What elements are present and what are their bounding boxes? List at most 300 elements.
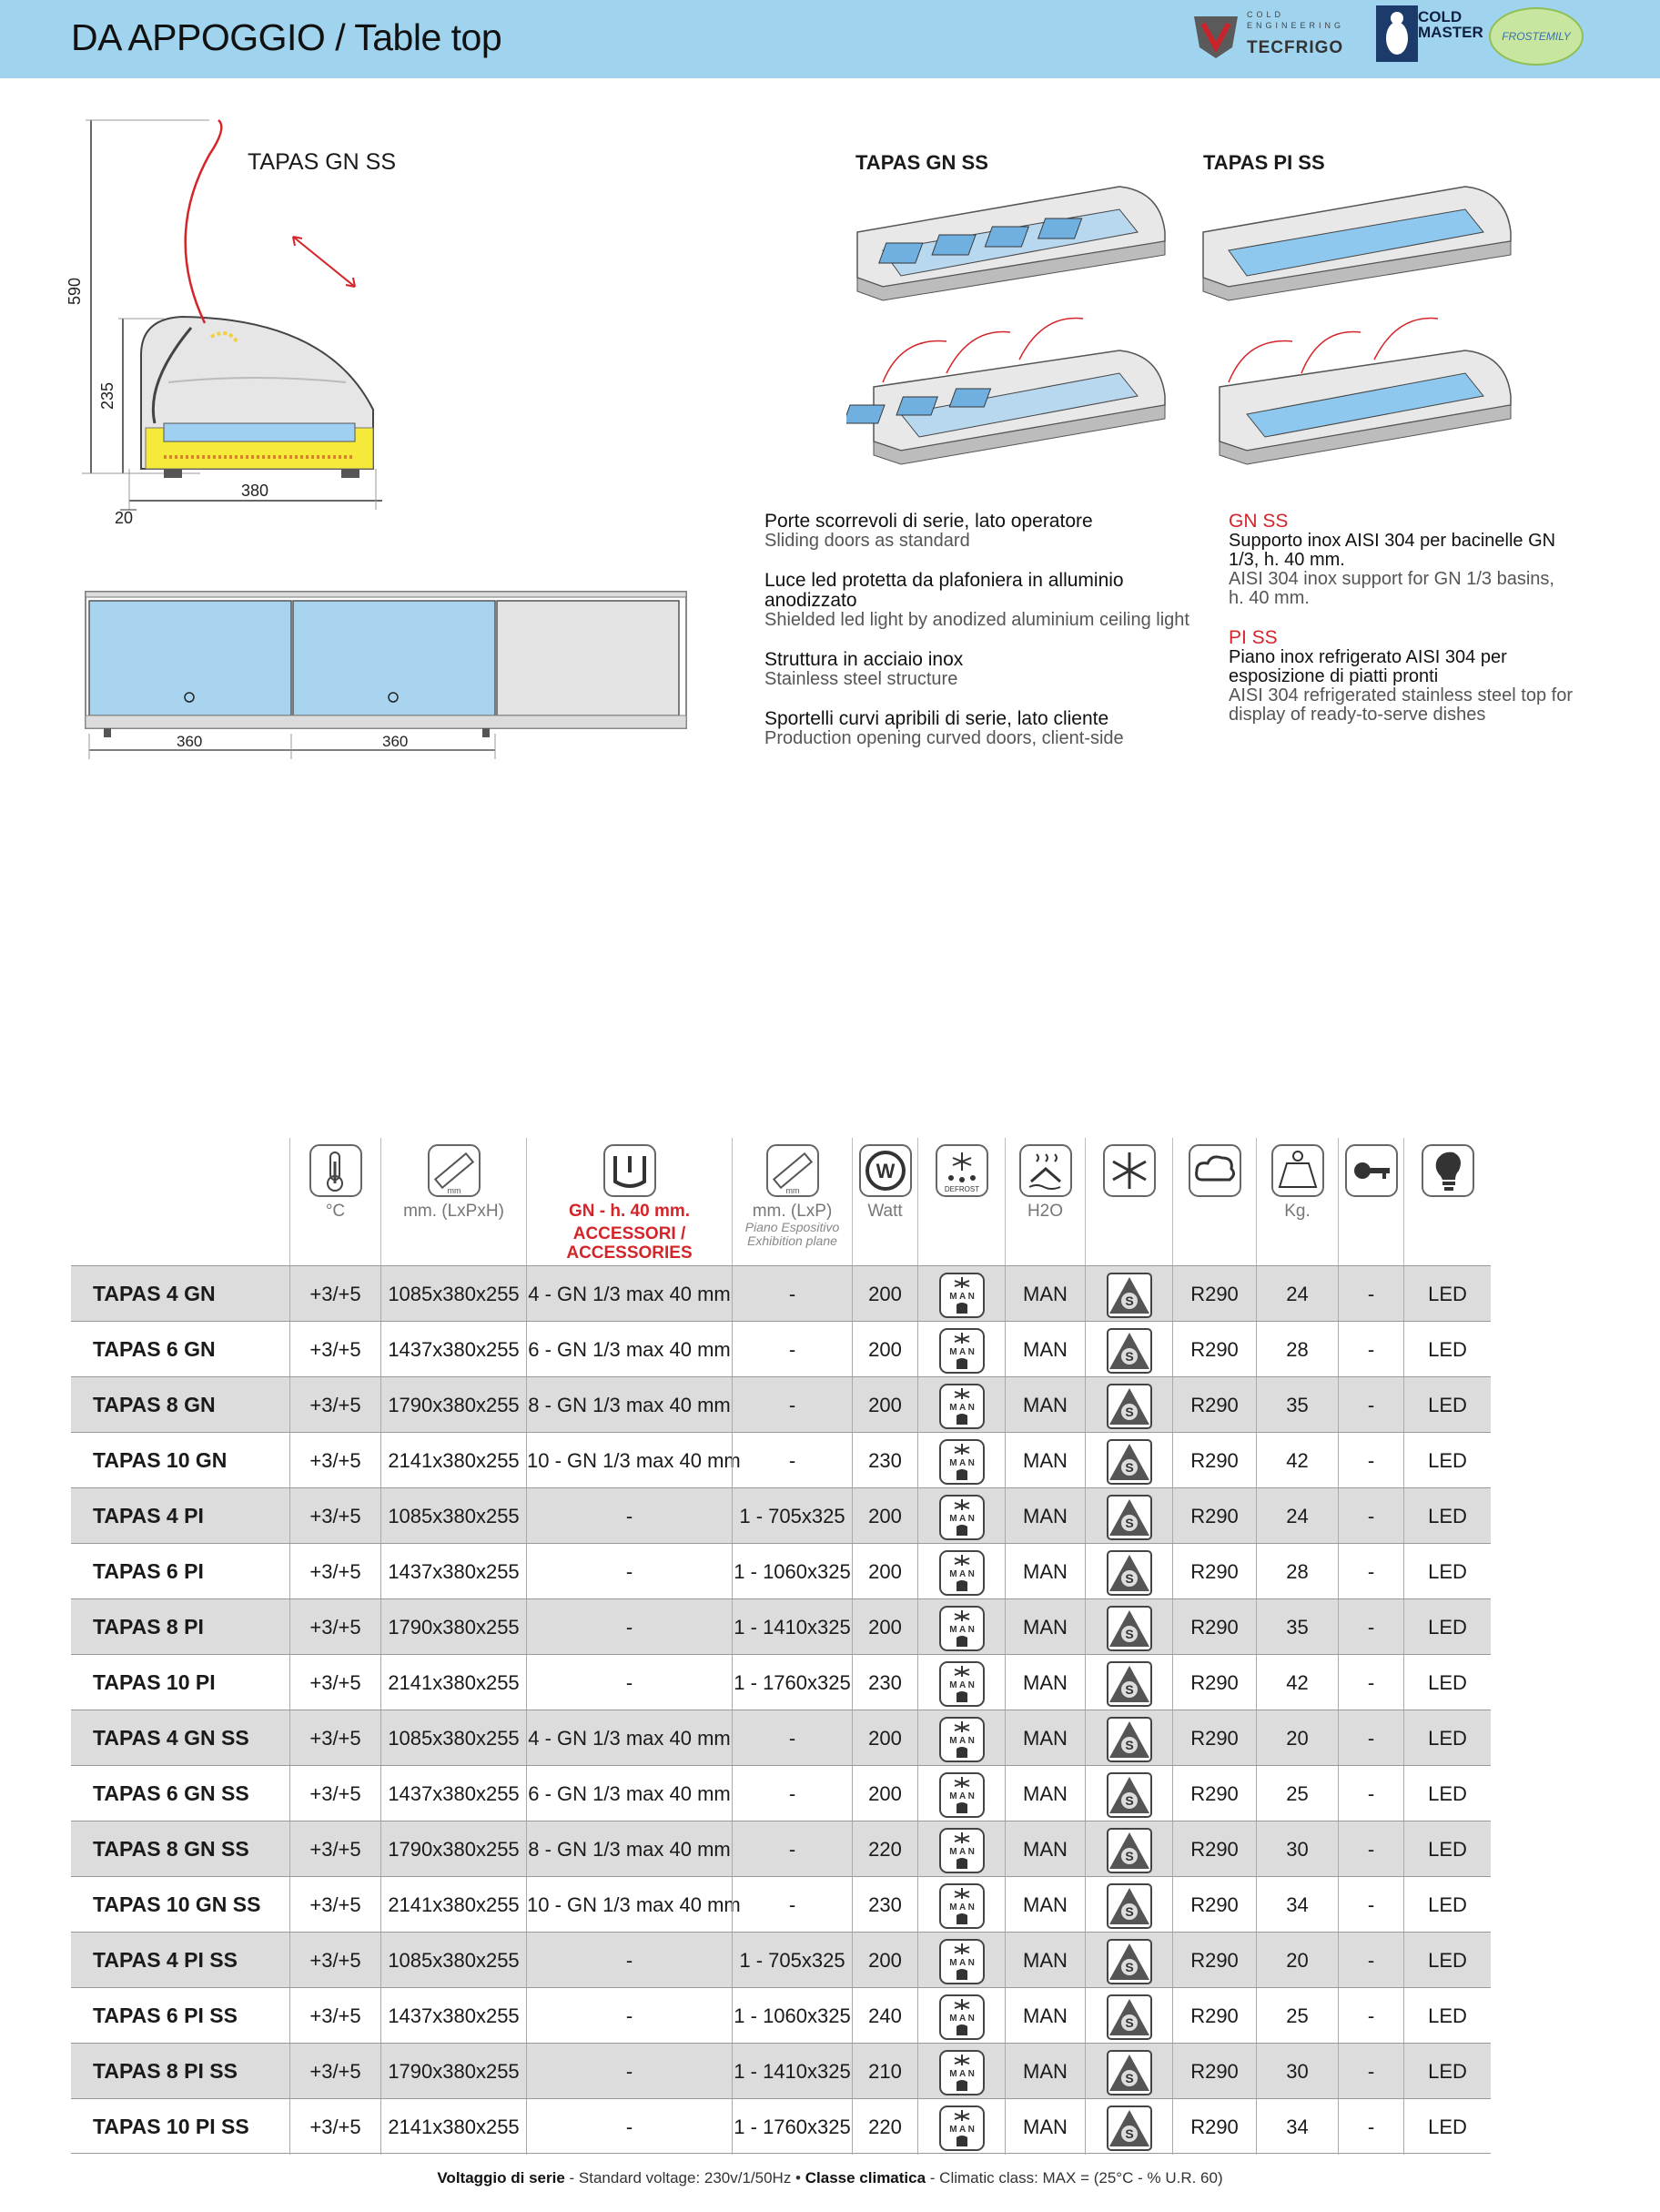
cell-name: TAPAS 4 GN [93, 1282, 216, 1305]
svg-text:S: S [1124, 1349, 1134, 1365]
svg-text:S: S [1124, 2126, 1134, 2142]
cell-dims: 1085x380x255 [380, 1710, 526, 1766]
cell-dims: 2141x380x255 [380, 2099, 526, 2155]
cell-gas: R290 [1172, 1433, 1256, 1488]
cell-temp: +3/+5 [289, 1599, 380, 1655]
defrost-man-icon [917, 1655, 1005, 1710]
cell-light: LED [1403, 1877, 1491, 1933]
cell-light: LED [1403, 1821, 1491, 1877]
svg-text:W: W [876, 1160, 895, 1182]
cell-water: MAN [1005, 1710, 1085, 1766]
cell-watt: 200 [852, 1599, 917, 1655]
cell-plane: 1 - 1410x325 [732, 2044, 852, 2099]
cell-temp: +3/+5 [289, 2044, 380, 2099]
cell-dims: 1790x380x255 [380, 1821, 526, 1877]
header-plane [732, 1138, 852, 1265]
cell-temp: +3/+5 [289, 1433, 380, 1488]
feature-item [764, 512, 1220, 551]
cell-light: LED [1403, 1988, 1491, 2044]
cell-lock: - [1338, 1488, 1403, 1544]
coldmaster-logo [1376, 5, 1483, 67]
cell-lock: - [1338, 1766, 1403, 1821]
cell-kg: 30 [1256, 2044, 1338, 2099]
penguin-icon [1376, 5, 1418, 62]
defrost-man-icon [917, 1877, 1005, 1933]
cell-gas: R290 [1172, 1877, 1256, 1933]
svg-text:M A N: M A N [948, 1958, 975, 1969]
footnote-voltage-label: Voltaggio di serie [437, 2169, 565, 2187]
cell-light: LED [1403, 1488, 1491, 1544]
static-class-icon [1085, 1766, 1172, 1821]
lightbulb-icon [1421, 1143, 1475, 1198]
table-row [71, 1376, 1491, 1432]
cell-watt: 230 [852, 1877, 917, 1933]
static-class-icon [1085, 1821, 1172, 1877]
cell-gas: R290 [1172, 1377, 1256, 1433]
dim-depth: 380 [241, 482, 269, 500]
cell-lock: - [1338, 2099, 1403, 2155]
cell-gn: - [526, 1488, 732, 1544]
cell-plane: - [732, 1877, 852, 1933]
cell-dims: 1437x380x255 [380, 1544, 526, 1599]
cell-lock: - [1338, 1599, 1403, 1655]
cell-water: MAN [1005, 1988, 1085, 2044]
header-kg-label: Kg. [1284, 1202, 1311, 1221]
svg-text:M A N: M A N [948, 1736, 975, 1747]
defrost-icon [935, 1143, 989, 1198]
cell-watt: 200 [852, 1933, 917, 1988]
cell-kg: 28 [1256, 1544, 1338, 1599]
header-defrost [917, 1138, 1005, 1265]
defrost-man-icon [917, 1933, 1005, 1988]
header-water-label: H2O [1027, 1202, 1064, 1221]
static-class-icon [1085, 1322, 1172, 1377]
variant-it: Supporto inox AISI 304 per bacinelle GN 1/3, h. 40 mm. [1229, 531, 1556, 570]
gn-ss-product-illustration [846, 178, 1174, 487]
cell-name: TAPAS 6 GN SS [93, 1781, 249, 1805]
cell-watt: 200 [852, 1766, 917, 1821]
cell-name: TAPAS 4 PI [93, 1504, 204, 1527]
table-row [71, 1487, 1491, 1543]
svg-text:S: S [1124, 1960, 1134, 1975]
svg-text:M A N: M A N [948, 1680, 975, 1691]
svg-text:M A N: M A N [948, 1903, 975, 1913]
cell-gn: - [526, 1655, 732, 1710]
cell-water: MAN [1005, 1266, 1085, 1322]
feature-it: Luce led protetta da plafoniera in alluminio anodizzato [764, 570, 1124, 611]
key-icon [1344, 1143, 1399, 1198]
cell-temp: +3/+5 [289, 1322, 380, 1377]
cell-name: TAPAS 10 GN SS [93, 1892, 261, 1916]
cell-lock: - [1338, 2044, 1403, 2099]
static-class-icon [1085, 1933, 1172, 1988]
svg-text:M A N: M A N [948, 1847, 975, 1858]
cell-kg: 35 [1256, 1599, 1338, 1655]
svg-text:S: S [1124, 1738, 1134, 1753]
variant-code: GN SS [1229, 511, 1289, 532]
cell-name: TAPAS 4 GN SS [93, 1726, 249, 1750]
svg-text:S: S [1124, 1516, 1134, 1531]
cell-gas: R290 [1172, 1655, 1256, 1710]
table-row [71, 2043, 1491, 2098]
cell-plane: 1 - 1060x325 [732, 1988, 852, 2044]
cell-gn: 4 - GN 1/3 max 40 mm [526, 1710, 732, 1766]
header-gn-label2: ACCESSORI / ACCESSORIES [566, 1224, 693, 1263]
svg-text:S: S [1124, 1571, 1134, 1587]
table-body [71, 1265, 1491, 2154]
cell-light: LED [1403, 1933, 1491, 1988]
cell-kg: 35 [1256, 1377, 1338, 1433]
cell-gas: R290 [1172, 1544, 1256, 1599]
static-class-icon [1085, 1377, 1172, 1433]
cell-light: LED [1403, 1599, 1491, 1655]
cell-dims: 2141x380x255 [380, 1877, 526, 1933]
cell-water: MAN [1005, 1821, 1085, 1877]
cell-name: TAPAS 4 PI SS [93, 1948, 238, 1972]
watt-icon [858, 1143, 913, 1198]
svg-text:S: S [1124, 1793, 1134, 1809]
svg-text:S: S [1124, 2071, 1134, 2086]
cell-gas: R290 [1172, 1988, 1256, 2044]
cell-watt: 200 [852, 1544, 917, 1599]
cell-water: MAN [1005, 1433, 1085, 1488]
table-row [71, 1432, 1491, 1487]
cell-kg: 42 [1256, 1655, 1338, 1710]
static-class-icon [1085, 1433, 1172, 1488]
feature-item [764, 709, 1220, 748]
cell-plane: - [732, 1710, 852, 1766]
cell-plane: - [732, 1433, 852, 1488]
cell-plane: 1 - 1760x325 [732, 1655, 852, 1710]
cell-kg: 34 [1256, 2099, 1338, 2155]
cell-water: MAN [1005, 1322, 1085, 1377]
side-view-diagram [55, 109, 455, 537]
svg-text:M A N: M A N [948, 1458, 975, 1469]
static-class-icon [1085, 1710, 1172, 1766]
side-view-label: TAPAS GN SS [248, 149, 397, 175]
cell-gn: 8 - GN 1/3 max 40 mm [526, 1821, 732, 1877]
cell-temp: +3/+5 [289, 1821, 380, 1877]
cell-plane: 1 - 1060x325 [732, 1544, 852, 1599]
cell-temp: +3/+5 [289, 1544, 380, 1599]
cell-gas: R290 [1172, 1766, 1256, 1821]
svg-text:M A N: M A N [948, 1347, 975, 1358]
cell-gn: - [526, 1933, 732, 1988]
cell-temp: +3/+5 [289, 1766, 380, 1821]
svg-text:M A N: M A N [948, 2125, 975, 2136]
variant-pi [1229, 628, 1574, 725]
defrost-man-icon [917, 1266, 1005, 1322]
cell-lock: - [1338, 1544, 1403, 1599]
cell-light: LED [1403, 1544, 1491, 1599]
static-class-icon [1085, 1488, 1172, 1544]
table-row [71, 1321, 1491, 1376]
dim-right: 360 [382, 733, 409, 750]
feature-item [764, 650, 1220, 689]
cell-kg: 24 [1256, 1266, 1338, 1322]
defrost-man-icon [917, 1599, 1005, 1655]
cell-lock: - [1338, 1710, 1403, 1766]
cell-watt: 240 [852, 1988, 917, 2044]
dim-height-total: 590 [66, 277, 84, 305]
cell-light: LED [1403, 1322, 1491, 1377]
cell-kg: 25 [1256, 1766, 1338, 1821]
defrost-man-icon [917, 1322, 1005, 1377]
header-water [1005, 1138, 1085, 1265]
feature-en: Production opening curved doors, client-side [764, 728, 1124, 748]
cell-plane: 1 - 1410x325 [732, 1599, 852, 1655]
header-model [71, 1138, 289, 1265]
cell-name: TAPAS 10 GN [93, 1448, 228, 1472]
tecfrigo-tagline: COLD ENGINEERING [1247, 10, 1345, 30]
defrost-man-icon [917, 1821, 1005, 1877]
variant-en: AISI 304 inox support for GN 1/3 basins, h. 40 mm. [1229, 569, 1554, 608]
header-plane-sub1: Piano Espositivo [744, 1220, 840, 1234]
cell-temp: +3/+5 [289, 1988, 380, 2044]
variant-list [1229, 512, 1574, 745]
spec-table [71, 1138, 1491, 2154]
static-class-icon [1085, 1544, 1172, 1599]
footnote-voltage-value: - Standard voltage: 230v/1/50Hz • [564, 2169, 805, 2187]
cell-gn: - [526, 1544, 732, 1599]
cell-kg: 20 [1256, 1933, 1338, 1988]
header-light [1403, 1138, 1491, 1265]
cell-watt: 200 [852, 1488, 917, 1544]
cell-watt: 200 [852, 1377, 917, 1433]
cell-name: TAPAS 6 GN [93, 1337, 216, 1361]
table-row [71, 1987, 1491, 2043]
svg-text:mm: mm [785, 1186, 799, 1195]
table-row [71, 2098, 1491, 2154]
defrost-man-icon [917, 2044, 1005, 2099]
cell-dims: 1790x380x255 [380, 1377, 526, 1433]
svg-text:M A N: M A N [948, 1791, 975, 1802]
cell-gas: R290 [1172, 1488, 1256, 1544]
cell-gn: 10 - GN 1/3 max 40 mm [526, 1433, 732, 1488]
thermometer-icon [309, 1143, 363, 1198]
cell-water: MAN [1005, 1544, 1085, 1599]
feature-it: Porte scorrevoli di serie, lato operatore [764, 511, 1093, 532]
cell-gn: - [526, 2044, 732, 2099]
cell-gas: R290 [1172, 1821, 1256, 1877]
cell-light: LED [1403, 1710, 1491, 1766]
svg-text:S: S [1124, 1460, 1134, 1476]
product-pi-ss [1203, 151, 1325, 175]
defrost-man-icon [917, 1988, 1005, 2044]
product-pi-label: TAPAS PI SS [1203, 151, 1325, 174]
cell-plane: - [732, 1821, 852, 1877]
static-class-icon [1085, 1877, 1172, 1933]
cell-gn: - [526, 1599, 732, 1655]
cell-watt: 210 [852, 2044, 917, 2099]
water-evaporation-icon [1018, 1143, 1073, 1198]
svg-text:S: S [1124, 1682, 1134, 1698]
gn-basin-icon [602, 1143, 657, 1198]
cell-name: TAPAS 8 PI [93, 1615, 204, 1639]
table-row [71, 1932, 1491, 1987]
cell-light: LED [1403, 1655, 1491, 1710]
svg-text:M A N: M A N [948, 2069, 975, 2080]
static-class-icon [1085, 1988, 1172, 2044]
header-gas [1172, 1138, 1256, 1265]
table-row [71, 1821, 1491, 1876]
cell-gas: R290 [1172, 2099, 1256, 2155]
cell-gas: R290 [1172, 1710, 1256, 1766]
cell-water: MAN [1005, 1377, 1085, 1433]
svg-text:M A N: M A N [948, 1569, 975, 1580]
cell-gas: R290 [1172, 1933, 1256, 1988]
cell-plane: - [732, 1377, 852, 1433]
defrost-man-icon [917, 1488, 1005, 1544]
front-view-diagram [64, 573, 701, 774]
feature-en: Sliding doors as standard [764, 531, 970, 551]
cell-gn: 6 - GN 1/3 max 40 mm [526, 1322, 732, 1377]
cell-dims: 1085x380x255 [380, 1488, 526, 1544]
cell-water: MAN [1005, 1655, 1085, 1710]
cell-temp: +3/+5 [289, 1488, 380, 1544]
header-temperature [289, 1138, 380, 1265]
static-class-icon [1085, 1655, 1172, 1710]
weight-icon [1270, 1143, 1325, 1198]
header-gn-label1: GN - h. 40 mm. [568, 1202, 691, 1221]
header-watt-label: Watt [867, 1202, 903, 1221]
cell-temp: +3/+5 [289, 1710, 380, 1766]
cell-temp: +3/+5 [289, 1933, 380, 1988]
svg-text:M A N: M A N [948, 1514, 975, 1525]
cell-kg: 20 [1256, 1710, 1338, 1766]
cell-name: TAPAS 8 GN [93, 1393, 216, 1416]
cell-lock: - [1338, 1655, 1403, 1710]
cell-light: LED [1403, 1766, 1491, 1821]
cell-lock: - [1338, 1933, 1403, 1988]
cell-gn: 8 - GN 1/3 max 40 mm [526, 1377, 732, 1433]
cell-kg: 28 [1256, 1322, 1338, 1377]
cell-gas: R290 [1172, 2044, 1256, 2099]
cell-dims: 1790x380x255 [380, 1599, 526, 1655]
table-header-row [71, 1138, 1491, 1265]
cell-plane: 1 - 1760x325 [732, 2099, 852, 2155]
cell-watt: 200 [852, 1710, 917, 1766]
cell-watt: 220 [852, 2099, 917, 2155]
cell-gn: - [526, 1988, 732, 2044]
cell-dims: 1437x380x255 [380, 1322, 526, 1377]
feature-list [764, 512, 1220, 768]
cell-dims: 2141x380x255 [380, 1433, 526, 1488]
cell-gas: R290 [1172, 1322, 1256, 1377]
gas-cloud-icon [1188, 1143, 1242, 1198]
dim-left: 360 [177, 733, 203, 750]
cell-lock: - [1338, 1377, 1403, 1433]
cell-lock: - [1338, 1433, 1403, 1488]
cell-water: MAN [1005, 1877, 1085, 1933]
cell-plane: - [732, 1266, 852, 1322]
dim-height-body: 235 [98, 381, 116, 410]
svg-text:M A N: M A N [948, 1292, 975, 1303]
variant-gn [1229, 512, 1574, 608]
cell-gas: R290 [1172, 1266, 1256, 1322]
cell-light: LED [1403, 2099, 1491, 2155]
tecfrigo-logo [1247, 9, 1354, 62]
cell-light: LED [1403, 1433, 1491, 1488]
feature-item [764, 571, 1220, 630]
feature-en: Shielded led light by anodized aluminium ceiling light [764, 610, 1189, 630]
footnote-class-label: Classe climatica [805, 2169, 926, 2187]
cell-dims: 1437x380x255 [380, 1988, 526, 2044]
defrost-man-icon [917, 1377, 1005, 1433]
cell-kg: 42 [1256, 1433, 1338, 1488]
frostemily-logo [1489, 7, 1584, 66]
cell-name: TAPAS 6 PI [93, 1559, 204, 1583]
cell-light: LED [1403, 1266, 1491, 1322]
cell-name: TAPAS 10 PI [93, 1670, 216, 1694]
footnote [0, 2169, 1660, 2187]
static-class-icon [1085, 2099, 1172, 2155]
feature-it: Sportelli curvi apribili di serie, lato cliente [764, 708, 1109, 729]
cell-name: TAPAS 6 PI SS [93, 2004, 238, 2027]
table-row [71, 1543, 1491, 1598]
cell-kg: 24 [1256, 1488, 1338, 1544]
cell-plane: - [732, 1322, 852, 1377]
cell-name: TAPAS 8 GN SS [93, 1837, 249, 1861]
cell-watt: 200 [852, 1322, 917, 1377]
snowflake-icon [1102, 1143, 1157, 1198]
defrost-man-icon [917, 1710, 1005, 1766]
cell-water: MAN [1005, 1599, 1085, 1655]
footnote-class-value: - Climatic class: MAX = (25°C - % U.R. 60) [926, 2169, 1223, 2187]
cell-gn: 4 - GN 1/3 max 40 mm [526, 1266, 732, 1322]
table-row [71, 1765, 1491, 1821]
table-row [71, 1876, 1491, 1932]
product-gn-label: TAPAS GN SS [855, 151, 988, 174]
defrost-icon-label: DEFROST [944, 1185, 979, 1193]
cell-watt: 220 [852, 1821, 917, 1877]
variant-en: AISI 304 refrigerated stainless steel top for display of ready-to-serve dishes [1229, 685, 1573, 725]
cell-water: MAN [1005, 2044, 1085, 2099]
cell-dims: 1085x380x255 [380, 1933, 526, 1988]
cell-water: MAN [1005, 2099, 1085, 2155]
header-dims-label: mm. (LxPxH) [403, 1202, 504, 1221]
ruler-plane-icon [765, 1143, 820, 1198]
cell-name: TAPAS 8 PI SS [93, 2059, 238, 2083]
cell-temp: +3/+5 [289, 2099, 380, 2155]
page-title: DA APPOGGIO / Table top [71, 16, 502, 58]
cell-dims: 1085x380x255 [380, 1266, 526, 1322]
svg-text:S: S [1124, 1294, 1134, 1309]
cell-water: MAN [1005, 1766, 1085, 1821]
cell-temp: +3/+5 [289, 1655, 380, 1710]
header-temp-label: °C [325, 1202, 346, 1221]
static-class-icon [1085, 1266, 1172, 1322]
svg-text:S: S [1124, 2015, 1134, 2031]
cell-light: LED [1403, 1377, 1491, 1433]
defrost-man-icon [917, 1766, 1005, 1821]
cell-plane: 1 - 705x325 [732, 1933, 852, 1988]
svg-text:mm: mm [447, 1186, 461, 1195]
cell-lock: - [1338, 1322, 1403, 1377]
static-class-icon [1085, 2044, 1172, 2099]
tecfrigo-wordmark: TECFRIGO [1247, 38, 1344, 57]
header-lock [1338, 1138, 1403, 1265]
cell-kg: 30 [1256, 1821, 1338, 1877]
cell-gn: 6 - GN 1/3 max 40 mm [526, 1766, 732, 1821]
cell-watt: 200 [852, 1266, 917, 1322]
header-weight [1256, 1138, 1338, 1265]
page-header [0, 0, 1660, 78]
product-gn-ss [855, 151, 988, 175]
cell-gn: 10 - GN 1/3 max 40 mm [526, 1877, 732, 1933]
cell-plane: - [732, 1766, 852, 1821]
ruler-icon [427, 1143, 481, 1198]
